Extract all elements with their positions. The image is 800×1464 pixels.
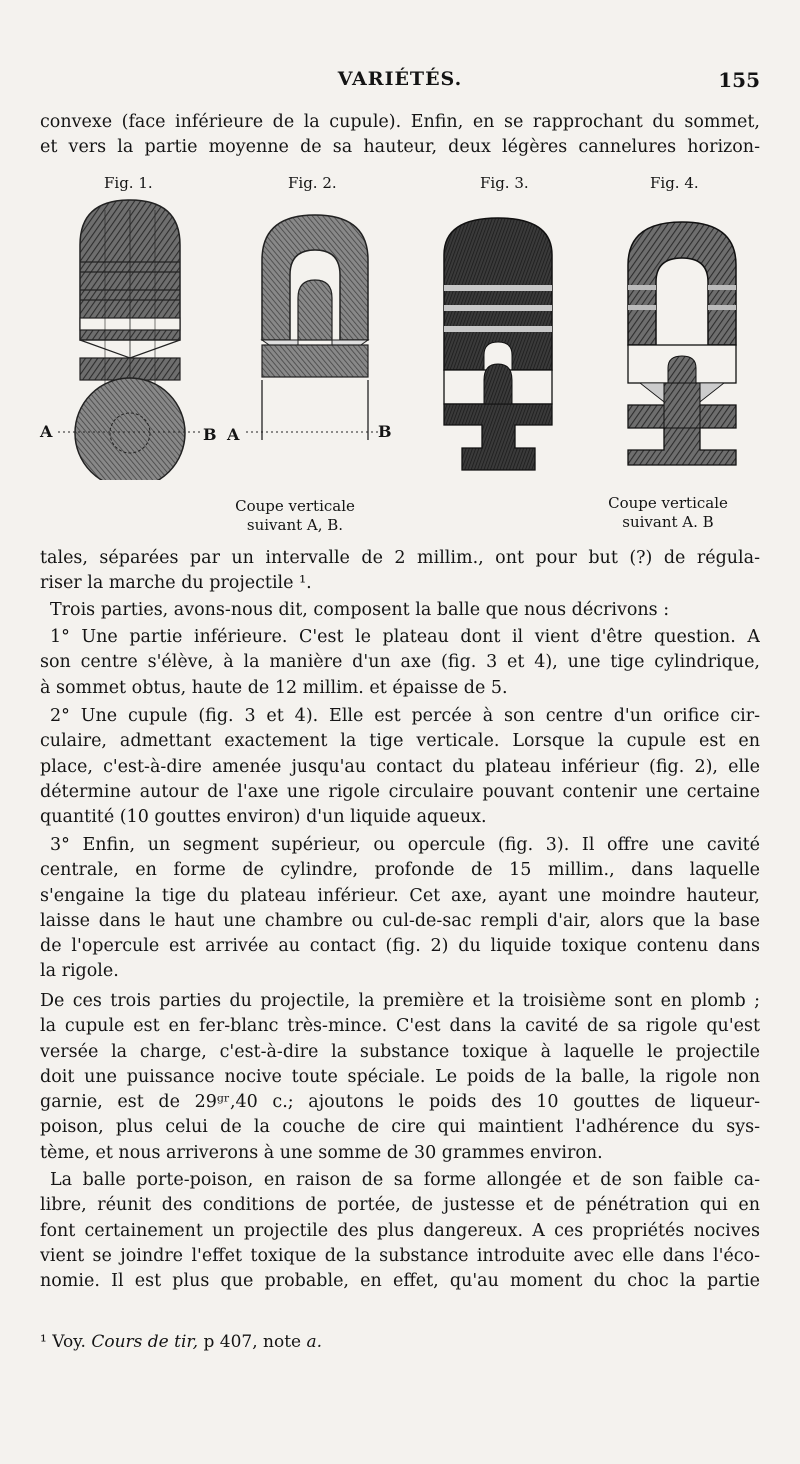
- caption-left: [215, 497, 375, 535]
- text-line: garnie, est de 29ᵍʳ,40 c.; ajoutons le poids des 10 gouttes de liqueur-: [40, 1092, 760, 1113]
- text-line: place, c'est-à-dire amenée jusqu'au contact du plateau inférieur (fig. 2), elle: [40, 756, 760, 777]
- text-line: culaire, admettant exactement la tige verticale. Lorsque la cupule est en: [40, 731, 760, 752]
- text-line: à sommet obtus, haute de 12 millim. et épaisse de 5.: [40, 677, 508, 698]
- caption-right: [588, 494, 748, 532]
- text-line: nomie. Il est plus que probable, en effet, qu'au moment du choc la partie: [40, 1271, 760, 1292]
- caption-line: Coupe verticale: [608, 494, 728, 512]
- text-line: et vers la partie moyenne de sa hauteur, deux légères cannelures horizon-: [40, 137, 760, 158]
- text-line: laisse dans le haut une chambre ou cul-de-sac rempli d'air, alors que la base: [40, 910, 760, 931]
- text-line: son centre s'élève, à la manière d'un axe (fig. 3 et 4), une tige cylindrique,: [40, 652, 760, 673]
- paragraph-1: [40, 546, 760, 597]
- caption-line: Coupe verticale: [235, 497, 355, 515]
- text-line: vient se joindre l'effet toxique de la substance introduite avec elle dans l'éco-: [40, 1245, 760, 1266]
- paragraph-4: [40, 704, 760, 830]
- text-line: poison, plus celui de la couche de cire qui maintient l'adhérence du sys-: [40, 1117, 760, 1138]
- paragraph-7: [40, 1168, 760, 1294]
- text-line: quantité (10 gouttes environ) d'un liquide aqueux.: [40, 807, 487, 828]
- fig-label-4: Fig. 4.: [650, 174, 699, 192]
- text-line: s'engaine la tige du plateau inférieur. Cet axe, ayant une moindre hauteur,: [40, 885, 760, 906]
- paragraph-5: [40, 833, 760, 985]
- page-number: 155: [718, 68, 760, 92]
- bullet-figures: [0, 0, 800, 480]
- paragraph-6: [40, 989, 760, 1166]
- text-line: la cupule est en fer-blanc très-mince. C'est dans la cavité de sa rigole qu'est: [40, 1016, 760, 1037]
- paragraph-2: [40, 598, 760, 623]
- footnote-title: Cours de tir,: [91, 1332, 199, 1352]
- fig-label-3: Fig. 3.: [480, 174, 529, 192]
- caption-line: suivant A. B: [622, 513, 714, 531]
- text-line: 1° Une partie inférieure. C'est le plateau dont il vient d'être question. A: [50, 627, 760, 647]
- text-line: riser la marche du projectile ¹.: [40, 573, 312, 594]
- figure-1-drawing: [58, 200, 200, 480]
- footnote-prefix: Voy.: [52, 1332, 86, 1352]
- text-line: Trois parties, avons-nous dit, composent la balle que nous décrivons :: [50, 600, 670, 620]
- figure-3-drawing: [444, 218, 552, 470]
- text-line: la rigole.: [40, 961, 119, 982]
- caption-line: suivant A, B.: [246, 516, 344, 534]
- text-line: convexe (face inférieure de la cupule). Enfin, en se rapprochant du sommet,: [40, 112, 760, 132]
- text-line: 2° Une cupule (fig. 3 et 4). Elle est percée à son centre d'un orifice cir-: [50, 706, 760, 726]
- footnote-note: a.: [306, 1332, 323, 1352]
- text-line: libre, réunit des conditions de portée, de justesse et de pénétration qui en: [40, 1195, 760, 1216]
- fig-label-1: Fig. 1.: [104, 174, 153, 192]
- text-line: centrale, en forme de cylindre, profonde de 15 millim., dans laquelle: [40, 860, 760, 881]
- running-title: VARIÉTÉS.: [337, 68, 463, 90]
- footnote-marker: ¹: [40, 1332, 47, 1352]
- section-letter-a-fig2: A: [227, 425, 240, 444]
- paragraph-3: [40, 625, 760, 701]
- text-line: versée la charge, c'est-à-dire la substance toxique à laquelle le projectile: [40, 1041, 760, 1062]
- footnote-ref: p 407, note: [203, 1332, 302, 1352]
- section-letter-a-fig1: A: [40, 422, 53, 441]
- footnote: [40, 1332, 322, 1352]
- figure-2-drawing: [246, 215, 385, 440]
- text-line: De ces trois parties du projectile, la première et la troisième sont en plomb ;: [40, 991, 760, 1011]
- figure-4-drawing: [628, 222, 736, 465]
- text-line: détermine autour de l'axe une rigole circulaire pouvant contenir une certaine: [40, 781, 760, 802]
- text-line: 3° Enfin, un segment supérieur, ou opercule (fig. 3). Il offre une cavité: [50, 835, 760, 855]
- section-letter-b-fig2: B: [378, 422, 392, 441]
- fig-label-2: Fig. 2.: [288, 174, 337, 192]
- text-line: de l'opercule est arrivée au contact (fig. 2) du liquide toxique contenu dans: [40, 936, 760, 957]
- text-line: La balle porte-poison, en raison de sa forme allongée et de son faible ca-: [50, 1170, 760, 1190]
- section-letter-b-fig1: B: [203, 425, 217, 444]
- text-line: tème, et nous arriverons à une somme de 30 grammes environ.: [40, 1142, 603, 1163]
- text-line: tales, séparées par un intervalle de 2 millim., ont pour but (?) de régula-: [40, 548, 760, 568]
- text-line: doit une puissance nocive toute spéciale. Le poids de la balle, la rigole non: [40, 1066, 760, 1087]
- text-line: font certainement un projectile des plus dangereux. A ces propriétés nocives: [40, 1220, 760, 1241]
